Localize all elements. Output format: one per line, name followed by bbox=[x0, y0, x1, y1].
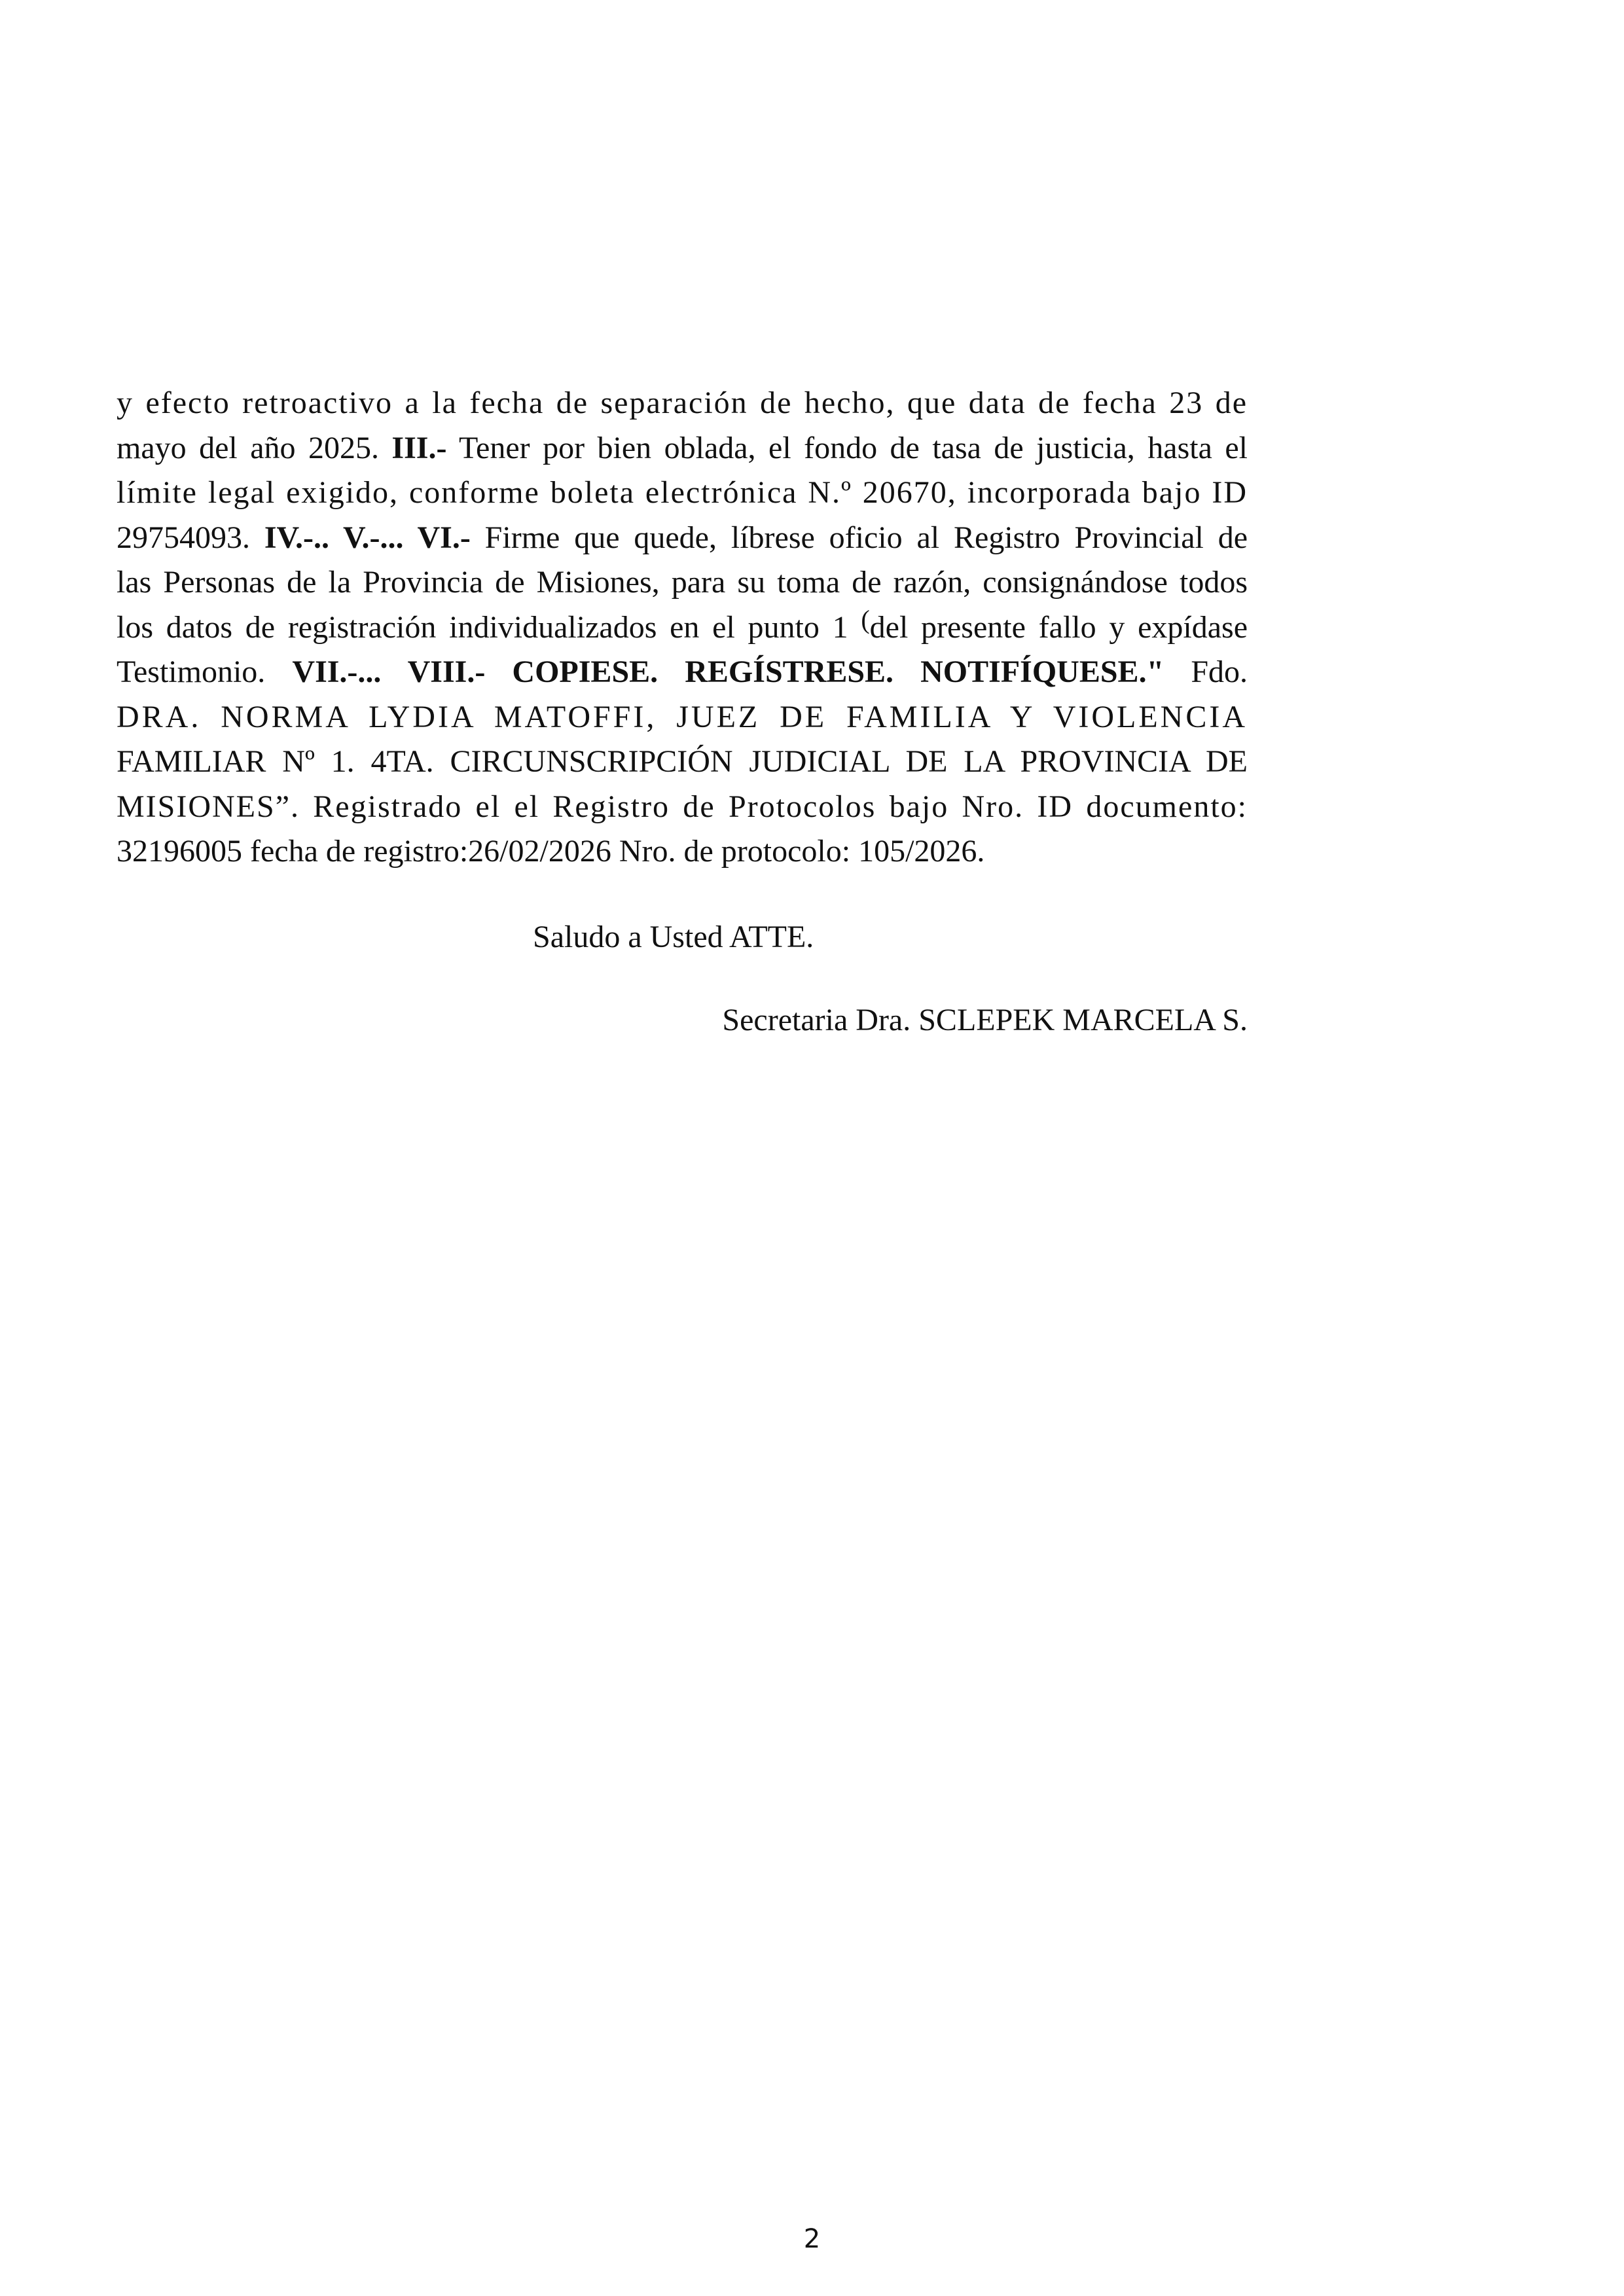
page-number: 2 bbox=[803, 2224, 821, 2254]
text-line: 32196005 fecha de registro:26/02/2026 Nro. de protocolo: 105/2026. bbox=[117, 834, 985, 869]
closing-greeting: Saludo a Usted ATTE. bbox=[533, 920, 814, 954]
text-line: límite legal exigido, conforme boleta electrónica N.º 20670, incorporada bajo ID bbox=[117, 475, 1248, 510]
body-paragraph bbox=[117, 381, 1248, 874]
bold-section-marker: III.- bbox=[391, 430, 447, 465]
stray-parenthesis-mark: ( bbox=[861, 604, 870, 634]
text-line: MISIONES”. Registrado el el Registro de Protocolos bajo Nro. ID documento: bbox=[117, 789, 1248, 824]
text-line: 29754093. IV.-.. V.-... VI.- Firme que quede, líbrese oficio al Registro Provincial de bbox=[117, 520, 1248, 555]
signature-line: Secretaria Dra. SCLEPEK MARCELA S. bbox=[722, 1003, 1248, 1037]
text-line: FAMILIAR Nº 1. 4TA. CIRCUNSCRIPCIÓN JUDICIAL DE LA PROVINCIA DE bbox=[117, 744, 1248, 779]
text-line: los datos de registración individualizados en el punto 1 (del presente fallo y expídase bbox=[117, 604, 1248, 645]
text-line: y efecto retroactivo a la fecha de separación de hecho, que data de fecha 23 de bbox=[117, 386, 1248, 420]
bold-closing-phrase: VII.-... VIII.- COPIESE. REGÍSTRESE. NOTIFÍQUESE." bbox=[292, 655, 1164, 689]
text-line: las Personas de la Provincia de Misiones, para su toma de razón, consignándose todos bbox=[117, 565, 1248, 600]
text-line: mayo del año 2025. III.- Tener por bien oblada, el fondo de tasa de justicia, hasta el bbox=[117, 430, 1248, 465]
text-line: Testimonio. VII.-... VIII.- COPIESE. REGÍSTRESE. NOTIFÍQUESE." Fdo. bbox=[117, 655, 1248, 689]
bold-section-marker: IV.-.. V.-... VI.- bbox=[264, 520, 471, 555]
text-line: DRA. NORMA LYDIA MATOFFI, JUEZ DE FAMILIA Y VIOLENCIA bbox=[117, 699, 1248, 734]
